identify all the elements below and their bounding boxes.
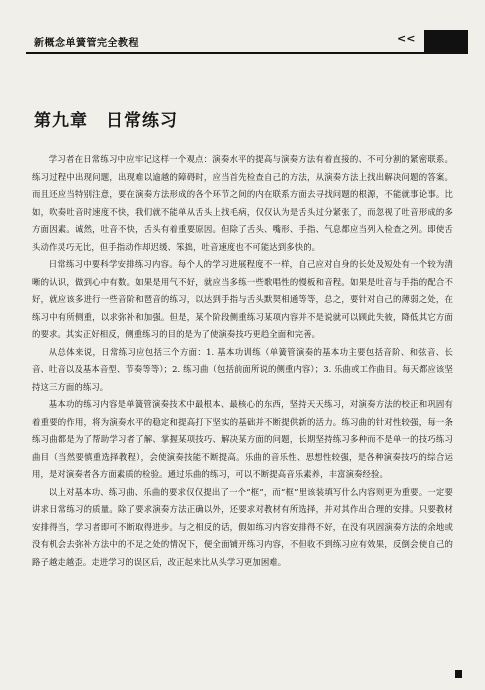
paragraph: 日常练习中要科学安排练习内容。每个人的学习进展程度不一样，自己应对自身的长处及短处有一个较为清晰的认识，做到心中有数。如果是用气不好，就应当多练一些歌唱性的慢板和音程。如果是吐音与手指的配合不好，就应该多进行一些音阶和琶音的练习，以达到手指与舌头默契相通等等，总之，要针对自己的薄弱之处，在练习中有所侧重，以求弥补和加强。但是，某个阶段侧重练习某项内容并不是说就可以顾此失彼，降低其它方面的要求。其实正好相反，侧重练习的目的是为了使演奏技巧更趋全面和完善。: [32, 259, 453, 339]
paragraph: 从总体来说，日常练习应包括三个方面：1. 基本功训练（单簧管演奏的基本功主要包括音阶、和弦音、长音、吐音以及基本音型、节奏等等）；2. 练习曲（包括前面所说的侧重内容）；3. 乐曲或工作曲目。每天都应该坚持这三方面的练习。: [32, 346, 453, 392]
paragraph: 以上对基本功、练习曲、乐曲的要求仅仅提出了一个“框”，而“框”里该装填写什么内容则更为重要。一定要讲求日常练习的质量。除了要求演奏方法正确以外，还要求对教材有所选择，并对其作出合理的安排。只要教材安排得当，学习者即可不断取得进步。与之相反的话，假如练习内容安排得不好，在没有巩固演奏方法的余地或没有机会去弥补方法中的不足之处的情况下，便全面铺开练习内容，不但收不到练习应有效果，反倒会使自己的路子越走越歪。走进学习的误区后，改正起来比从头学习更加困难。: [32, 486, 453, 567]
chapter-number: 第九章: [34, 111, 88, 131]
chapter-title: 日常练习: [106, 111, 178, 131]
running-header: [26, 30, 468, 52]
paragraph: 基本功的练习内容是单簧管演奏技术中最根本、最核心的东西，坚持天天练习，对演奏方法的校正和巩固有着重要的作用，将为演奏水平的稳定和提高打下坚实的基础并不断提供新的活力。练习曲的针对性较强，每一条练习曲都是为了帮助学习者了解、掌握某项技巧、解决某方面的问题，长期坚持练习多种而不是单一的技巧练习曲目（当然要慎重选择教程），会使演奏技能不断提高。乐曲的音乐性、思想性较强，是各种演奏技巧的综合运用，是对演奏者各方面素质的检验。通过乐曲的练习，可以不断提高音乐素养，丰富演奏经验。: [32, 399, 453, 479]
book-title: 新概念单簧管完全教程: [34, 38, 139, 49]
header-rule: [26, 52, 424, 54]
chapter-heading: [34, 106, 178, 131]
paragraph: 学习者在日常练习中应牢记这样一个观点：演奏水平的提高与演奏方法有着直接的、不可分割的紧密联系。练习过程中出现问题，出现难以逾越的障碍时，应当首先检查自己的方法，从演奏方法上找出解决问题的答案。而且还应当特别注意，要在演奏方法形成的各个环节之间的内在联系方面去寻找问题的根源，不能就事论事。比如，吹奏吐音时速度不快，我们就不能单从舌头上找毛病，仅仅认为是舌头过分紧张了，而忽视了吐音形成的多方面因素。诚然，吐音不快，舌头有着重要原因。但除了舌头、嘴形、手指、气息都应当列入检查之列。即使舌头动作灵巧无比，但手指动作却迟缓、笨拙，吐音速度也不可能达到多快的。: [32, 154, 453, 252]
chevron-left-icon: <<: [397, 32, 416, 45]
page-corner-mark: [455, 670, 462, 678]
chapter-body: [32, 151, 453, 571]
header-tab-marker: [424, 30, 468, 54]
